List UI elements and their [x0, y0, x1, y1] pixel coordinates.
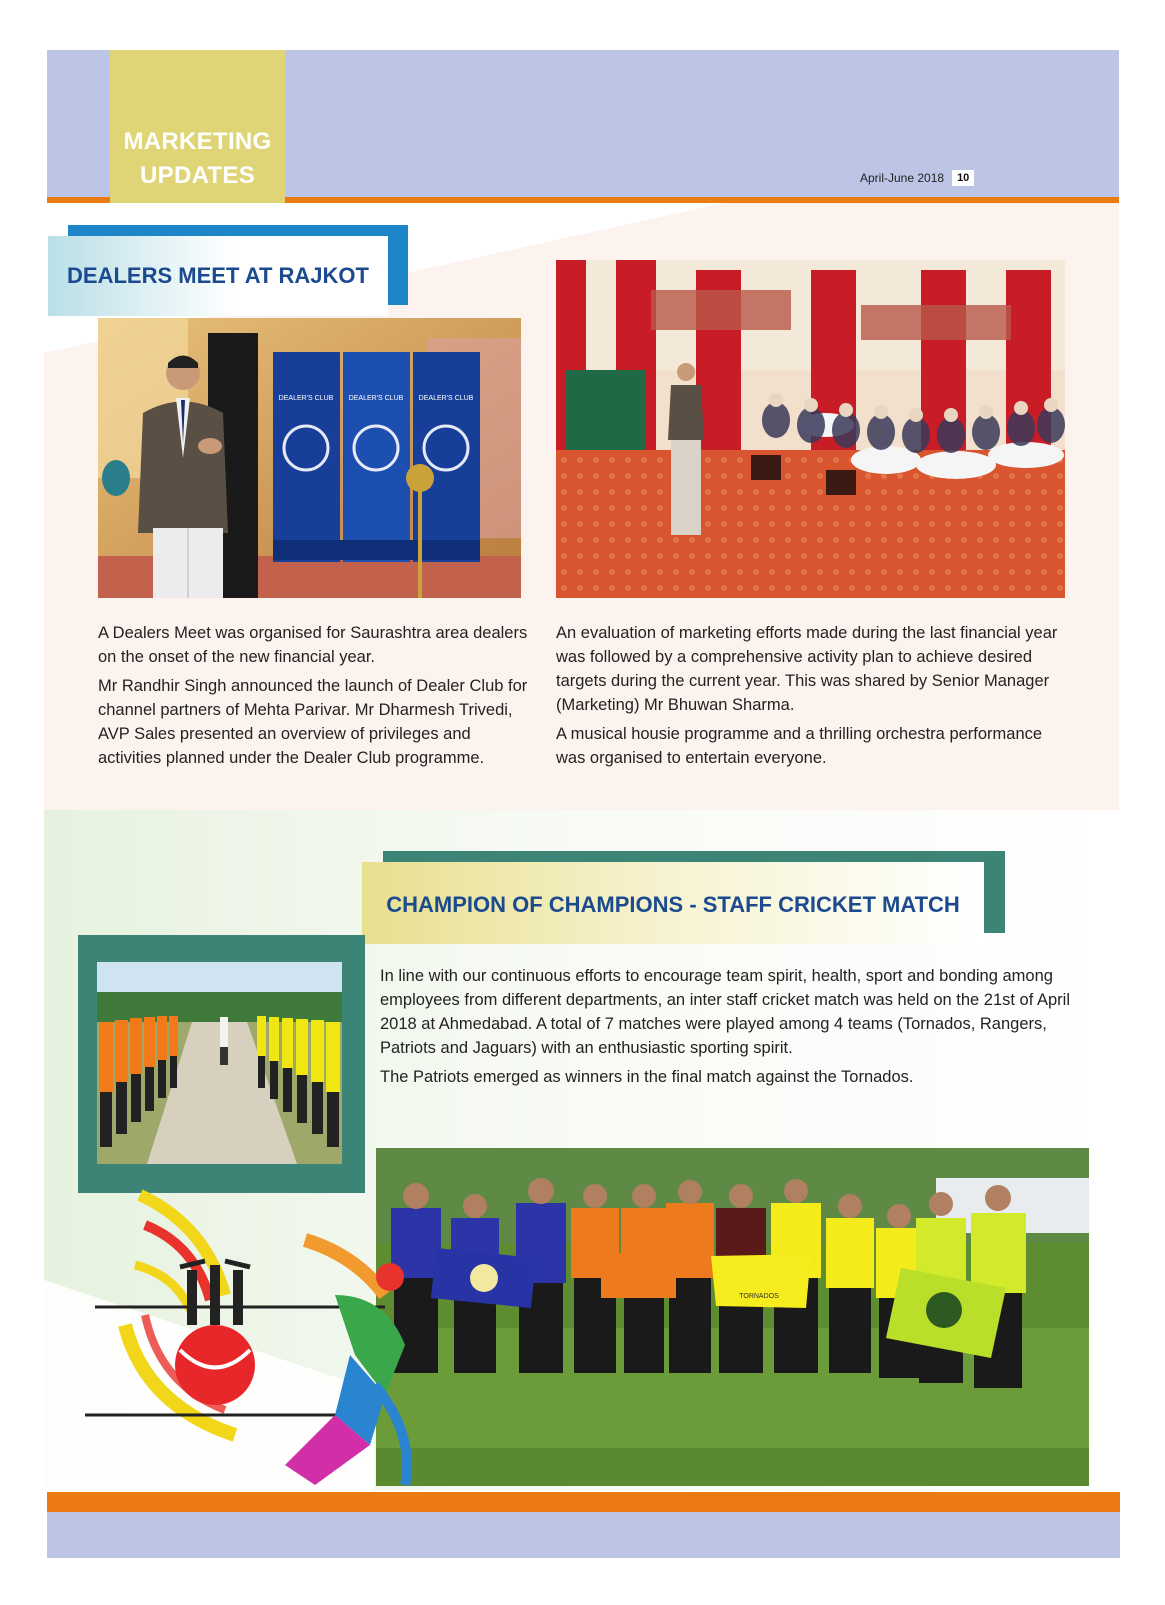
cricket-graphic — [85, 1185, 475, 1495]
dealers-meet-text-right — [556, 621, 1066, 775]
team-group-photo — [376, 1148, 1089, 1486]
speaker-photo-image — [98, 318, 521, 598]
page-number: 10 — [952, 170, 974, 186]
banner-label: DEALER'S CLUB — [348, 395, 404, 402]
section-title — [110, 125, 285, 193]
paragraph: In line with our continuous efforts to encourage team spirit, health, sport and bonding among employees from different departments, an inter staff cricket match was held on the 21st of April 2018 at Ahmedabad. A total of 7 matches were played among 4 teams (Tornados, Rangers, Patriots and Jaguars) with an enthusiastic sporting spirit. — [380, 967, 1070, 1057]
banner-label: DEALER'S CLUB — [418, 395, 474, 402]
dealers-meet-text-left — [98, 621, 538, 775]
cricket-title: CHAMPION OF CHAMPIONS - STAFF CRICKET MATCH — [386, 892, 960, 917]
footer-band — [47, 1512, 1120, 1558]
flag-label: TORNADOS — [739, 1293, 779, 1300]
cricket-text — [380, 964, 1080, 1094]
paragraph: A musical housie programme and a thrilling orchestra performance was organised to entertain everyone. — [556, 725, 1043, 767]
paragraph: A Dealers Meet was organised for Saurashtra area dealers on the onset of the new financial year. — [98, 624, 528, 666]
guard-of-honour-image — [97, 962, 342, 1164]
paragraph: Mr Randhir Singh announced the launch of Dealer Club for channel partners of Mehta Parivar. Mr Dharmesh Trivedi, AVP Sales presented an overview of privileges and activities planned under the Dealer Club programme. — [98, 677, 528, 767]
paragraph: The Patriots emerged as winners in the final match against the Tornados. — [380, 1068, 914, 1086]
speaker-photo — [98, 318, 521, 598]
audience-photo — [556, 260, 1065, 598]
audience-photo-image — [556, 260, 1065, 598]
issue-date: April-June 2018 — [860, 171, 945, 185]
footer-rule — [47, 1492, 1120, 1512]
section-title-line2: UPDATES — [140, 162, 255, 189]
guard-of-honour-photo — [97, 962, 342, 1164]
paragraph: An evaluation of marketing efforts made during the last financial year was followed by a comprehensive activity plan to achieve desired targets during the current year. This was shared by Senior Manager (Marketing) Mr Bhuwan Sharma. — [556, 624, 1058, 714]
banner-label: DEALER'S CLUB — [278, 395, 334, 402]
dealers-meet-title: DEALERS MEET AT RAJKOT — [67, 263, 369, 288]
issue-info — [860, 170, 974, 186]
section-title-line1: MARKETING — [123, 128, 272, 155]
team-group-image — [376, 1148, 1089, 1486]
